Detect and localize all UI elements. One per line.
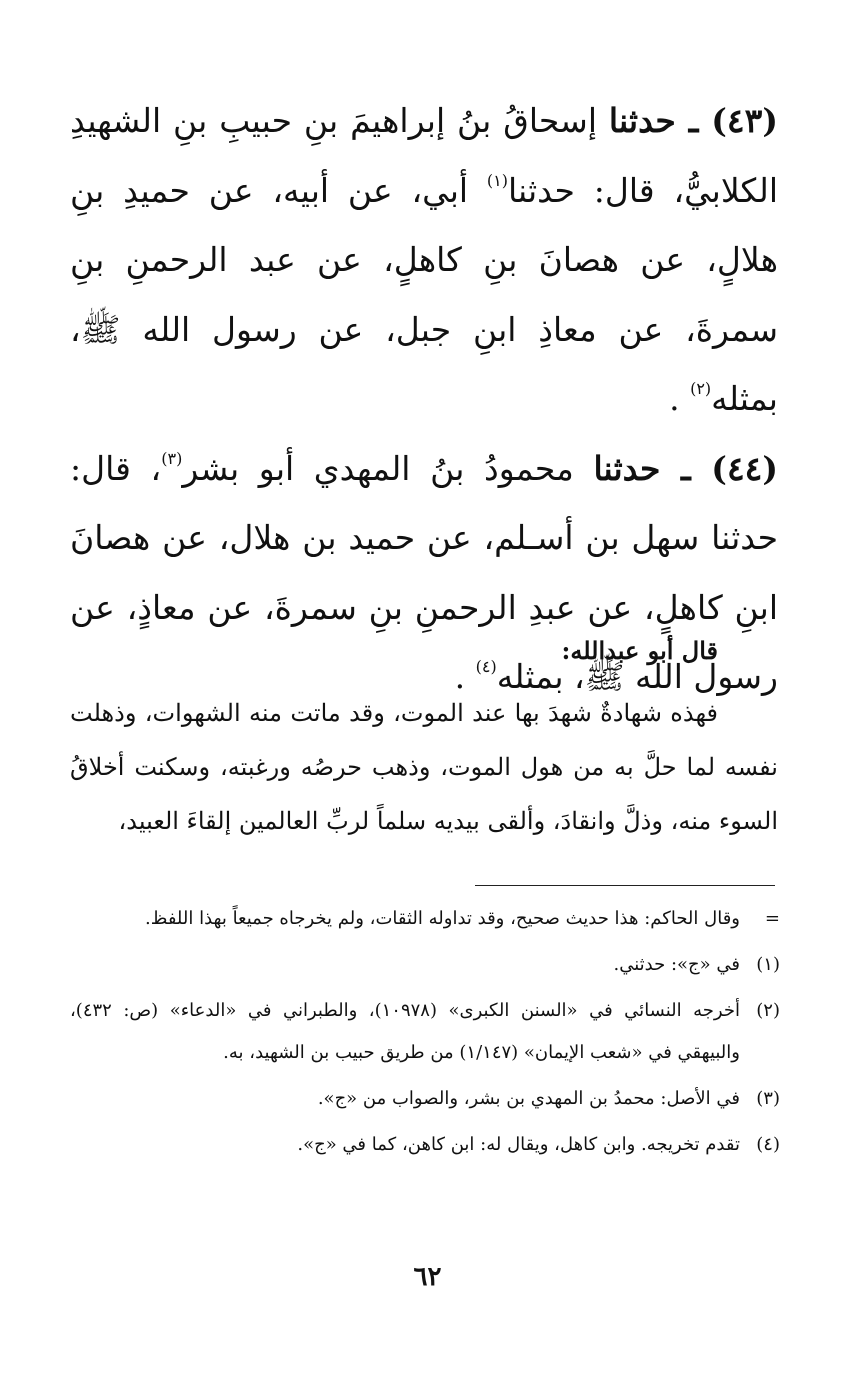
- footnote-ref-3: (٣): [161, 448, 183, 468]
- hadith-44-text-3: ، بمثله: [496, 657, 585, 696]
- hadith-44-text-2: ، قال: حدثنا سهل بن أسـلم، عن حميد بن هلال، عن هصانَ ابنِ كاهلٍ، عن عبدِ الرحمنِ بنِ سمرةَ، عن معاذٍ، عن رسول الله: [70, 448, 778, 696]
- footnote-separator: [475, 885, 775, 886]
- hadith-43-text-2: أبي، عن أبيه، عن حميدِ بنِ هلالٍ، عن هصانَ بنِ كاهلٍ، عن عبد الرحمنِ بنِ سمرةَ، عن معاذِ ابنِ جبل، عن رسول الله: [70, 170, 778, 349]
- footnote-1: [70, 944, 780, 986]
- hadith-43-text-3: ، بمثله: [70, 309, 778, 418]
- footnote-text: أخرجه النسائي في «السنن الكبرى» (١٠٩٧٨)، والطبراني في «الدعاء» (ص: ٤٣٢)، والبيهقي في «شعب الإيمان» (١/١٤٧) من طريق حبيب بن الشهيد، به.: [70, 1000, 740, 1063]
- footnote-text: تقدم تخريجه. وابن كاهل، ويقال له: ابن كاهن، كما في «ج».: [297, 1134, 740, 1155]
- commentary-section: [70, 628, 778, 848]
- footnote-4: [70, 1124, 780, 1166]
- hadith-43: [70, 86, 778, 434]
- hadith-44-head: (٤٤) ـ حدثنا: [593, 448, 779, 488]
- commentary-heading: قال أبو عبدالله:: [561, 636, 718, 665]
- hadith-43-text-1: إسحاقُ بنُ إبراهيمَ بنِ حبيبِ بنِ الشهيدِ الكلابيُّ، قال: حدثنا: [70, 101, 778, 210]
- footnote-2: [70, 990, 780, 1074]
- footnote-continuation: [70, 898, 780, 940]
- hadith-44-text-1: محمودُ بنُ المهدي أبو بشر: [182, 448, 594, 488]
- footnote-mark: (١): [756, 954, 780, 975]
- footnote-ref-4: (٤): [475, 657, 497, 676]
- footnote-ref-2: (٢): [690, 379, 712, 398]
- hadith-43-head: (٤٣) ـ حدثنا: [608, 101, 778, 140]
- footnote-3: [70, 1078, 780, 1120]
- footnote-mark: (٣): [756, 1088, 780, 1109]
- salutation-glyph: ﷺ: [584, 657, 625, 696]
- commentary-body: فهذه شهادةٌ شهدَ بها عند الموت، وقد ماتت منه الشهوات، وذهلت نفسه لما حلَّ به من هول الموت، وذهب حرصُه ورغبته، وسكنت أخلاقُ السوء منه، وذلَّ وانقادَ، وألقى بيديه سلماً لربِّ العالمين إلقاءَ العبيد،: [70, 699, 778, 835]
- page-number: ٦٢: [413, 1262, 442, 1292]
- footnote-text: في «ج»: حدثني.: [613, 954, 740, 975]
- footnote-mark: (٢): [756, 1000, 780, 1021]
- salutation-glyph: ﷺ: [80, 309, 121, 349]
- footnote-continuation-text: وقال الحاكم: هذا حديث صحيح، وقد تداوله الثقات، ولم يخرجاه جميعاً بهذا اللفظ.: [145, 908, 740, 929]
- hadith-44-text-4: .: [454, 657, 476, 696]
- main-text: [70, 86, 778, 712]
- footnotes: [70, 898, 780, 1166]
- footnote-mark: (٤): [756, 1134, 780, 1155]
- footnote-text: في الأصل: محمدُ بن المهدي بن بشر، والصواب من «ج».: [317, 1088, 740, 1109]
- footnote-continuation-mark: =: [764, 908, 780, 929]
- footnote-ref-1: (١): [486, 170, 508, 190]
- hadith-43-text-4: .: [669, 379, 691, 418]
